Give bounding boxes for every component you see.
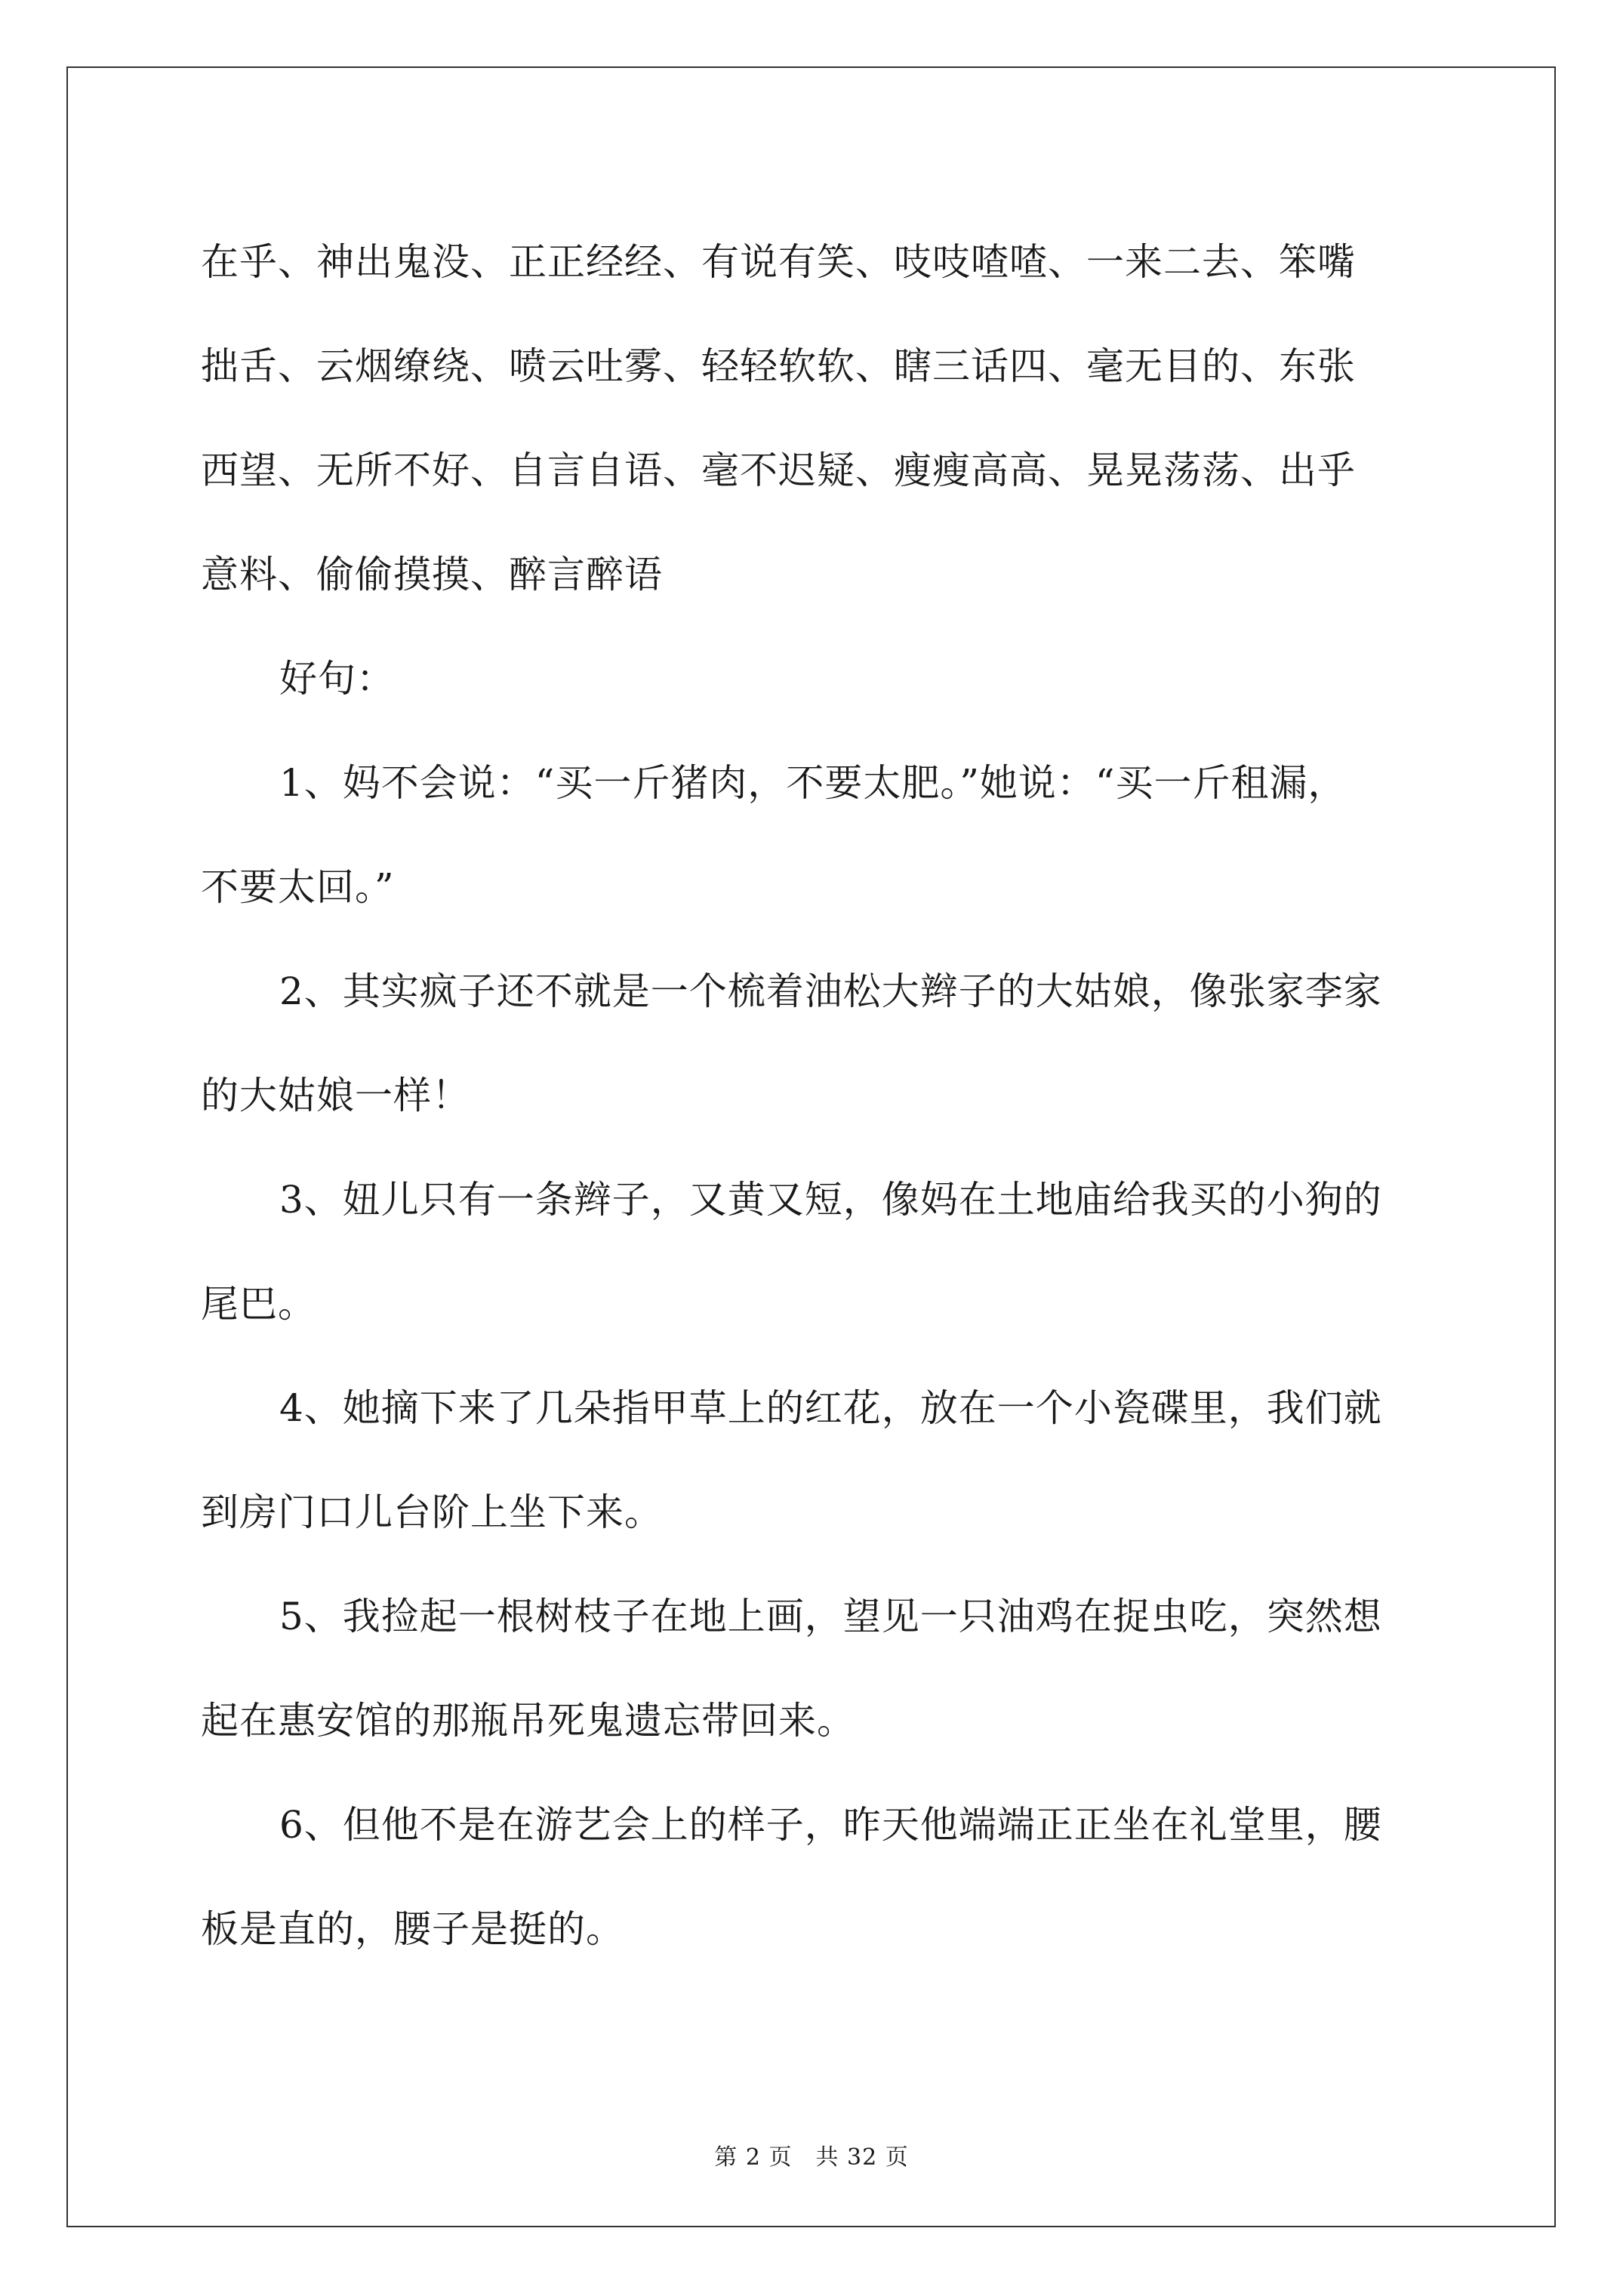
text-line: 2、其实疯子还不就是一个梳着油松大辫子的大姑娘，像张家李家 — [279, 969, 1382, 1013]
text-line: 拙舌、云烟缭绕、喷云吐雾、轻轻软软、瞎三话四、毫无目的、东张 — [201, 344, 1356, 388]
text-line: 不要太回。” — [201, 865, 395, 909]
text-line: 起在惠安馆的那瓶吊死鬼遗忘带回来。 — [201, 1699, 855, 1743]
text-line: 4、她摘下来了几朵指甲草上的红花，放在一个小瓷碟里，我们就 — [279, 1386, 1382, 1430]
text-line: 在乎、神出鬼没、正正经经、有说有笑、吱吱喳喳、一来二去、笨嘴 — [201, 240, 1356, 284]
text-line: 到房门口儿台阶上坐下来。 — [201, 1490, 663, 1534]
text-line: 西望、无所不好、自言自语、毫不迟疑、瘦瘦高高、晃晃荡荡、出乎 — [201, 448, 1356, 492]
text-line: 板是直的，腰子是挺的。 — [201, 1907, 624, 1951]
page-number-footer: 第 2 页 共 32 页 — [714, 2144, 909, 2171]
text-line: 3、妞儿只有一条辫子，又黄又短，像妈在土地庙给我买的小狗的 — [279, 1178, 1382, 1222]
text-line: 1、妈不会说：“买一斤猪肉，不要太肥。”她说：“买一斤租漏， — [279, 761, 1347, 805]
document-body — [201, 210, 1431, 1981]
text-line: 意料、偷偷摸摸、醉言醉语 — [201, 553, 663, 596]
text-line: 的大姑娘一样！ — [201, 1074, 470, 1117]
section-heading: 好句： — [279, 657, 395, 701]
text-line: 尾巴。 — [201, 1282, 316, 1326]
text-line: 6、但他不是在游艺会上的样子，昨天他端端正正坐在礼堂里，腰 — [279, 1803, 1382, 1847]
text-line: 5、我捡起一根树枝子在地上画，望见一只油鸡在捉虫吃，突然想 — [279, 1595, 1382, 1638]
